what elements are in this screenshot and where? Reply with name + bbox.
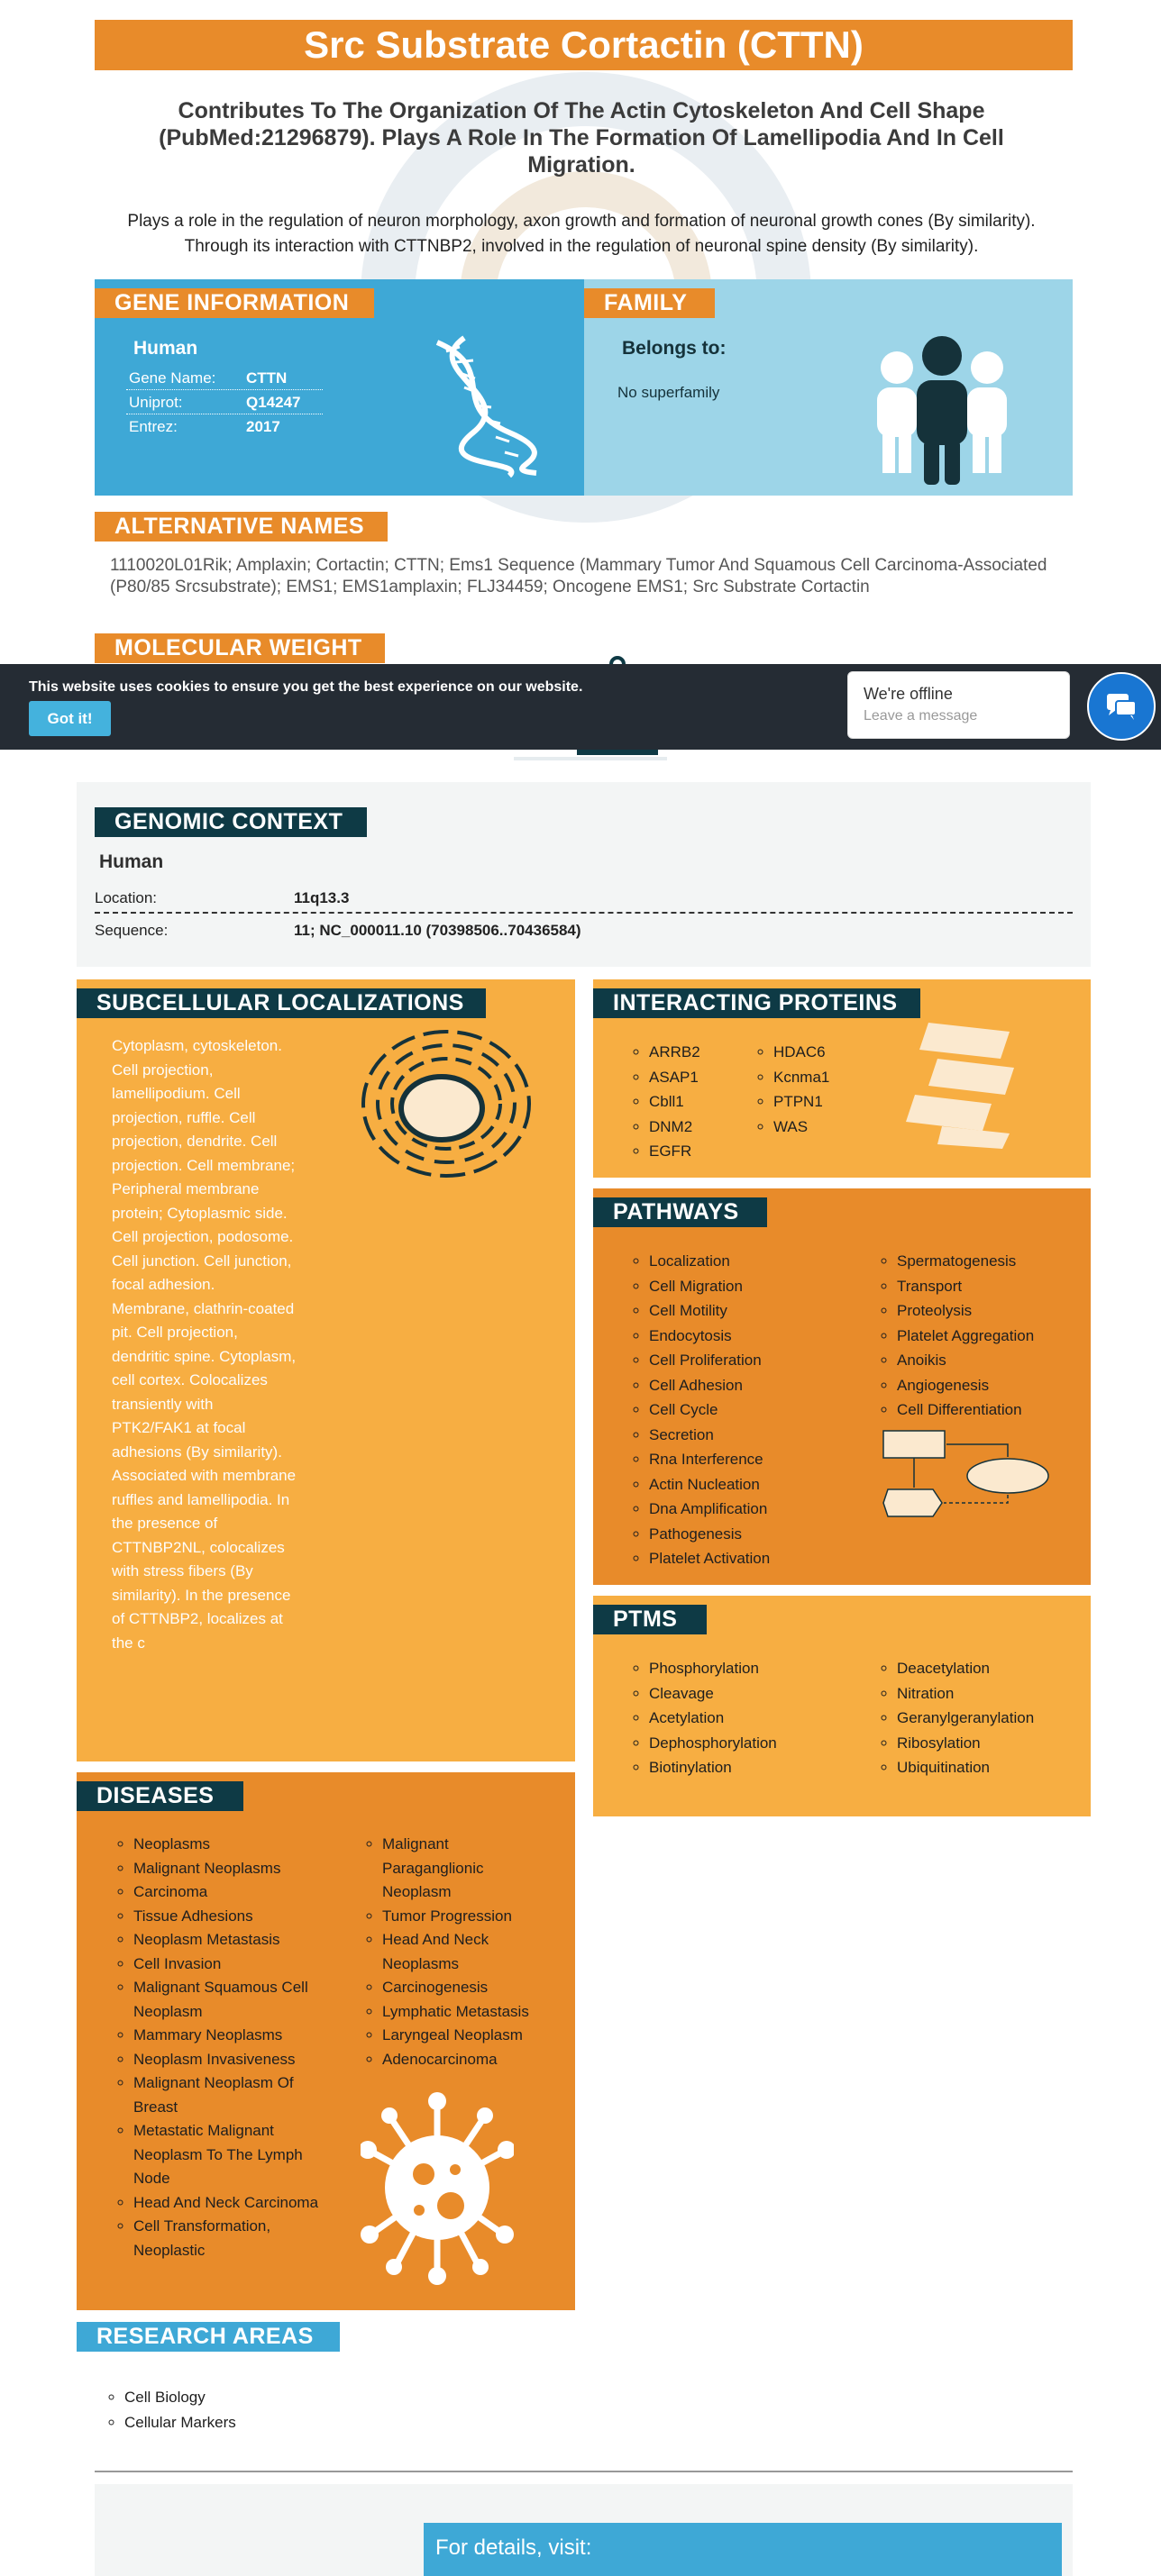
pathway-item: ◦ Cell Motility	[649, 1298, 770, 1324]
ptm-item: ◦ Ribosylation	[897, 1731, 1034, 1756]
pathway-item: ◦ Anoikis	[897, 1348, 1034, 1373]
gene-row-name	[126, 366, 323, 390]
ptm-item: ◦ Cleavage	[649, 1681, 777, 1707]
ptm-item: ◦ Phosphorylation	[649, 1656, 777, 1681]
location-value: 11q13.3	[294, 889, 350, 906]
pathway-item: ◦ Cell Cycle	[649, 1397, 770, 1423]
protein-item: ◦ HDAC6	[773, 1040, 829, 1065]
protein-item: ◦ PTPN1	[773, 1089, 829, 1115]
diseases-heading: DISEASES	[77, 1781, 243, 1811]
disease-item: ◦ Malignant Neoplasms	[133, 1857, 323, 1881]
protein-item: ◦ WAS	[773, 1115, 829, 1140]
disease-item: ◦ Adenocarcinoma	[382, 2048, 544, 2072]
gene-information-heading: GENE INFORMATION	[95, 288, 374, 318]
gene-row-uniprot	[126, 390, 323, 414]
protein-item: ◦ DNM2	[649, 1115, 700, 1140]
sequence-label: Sequence:	[95, 922, 169, 939]
ptm-item: ◦ Nitration	[897, 1681, 1034, 1707]
subcellular-heading: SUBCELLULAR LOCALIZATIONS	[77, 988, 486, 1018]
disease-item: ◦ Head And Neck Carcinoma	[133, 2191, 323, 2216]
entrez-value: 2017	[246, 418, 280, 435]
disease-item: ◦ Carcinogenesis	[382, 1976, 544, 2000]
pathway-item: ◦ Localization	[649, 1249, 770, 1274]
pathways-list-2	[879, 1249, 1034, 1423]
virus-icon	[361, 2089, 514, 2287]
disease-item: ◦ Tissue Adhesions	[133, 1905, 323, 1929]
gene-species: Human	[133, 338, 198, 359]
interacting-proteins-heading: INTERACTING PROTEINS	[593, 988, 920, 1018]
pathway-item: ◦ Proteolysis	[897, 1298, 1034, 1324]
pathway-item: ◦ Rna Interference	[649, 1447, 770, 1472]
uniprot-value: Q14247	[246, 394, 301, 411]
ptm-item: ◦ Deacetylation	[897, 1656, 1034, 1681]
pathway-item: ◦ Cell Adhesion	[649, 1373, 770, 1398]
genomic-species: Human	[99, 851, 164, 872]
disease-item: ◦ Neoplasm Invasiveness	[133, 2048, 323, 2072]
chat-open-button[interactable]	[1087, 672, 1156, 741]
subcellular-text: Cytoplasm, cytoskeleton. Cell projection, lamellipodium. Cell projection, ruffle. Cell projection, dendrite. Cell projection. Cell membrane; Peripheral membrane protein; Cytoplasmic side. Cell projection, podosome. Cell junction. Cell junction, focal adhesion. Membrane, clathrin-coated pit. Cell projection, dendritic spine. Cytoplasm, cell cortex. Colocalizes transiently with PTK2/FAK1 at focal adhesions (By similarity). Associated with membrane ruffles and lamellipodia. In the presence of CTTNBP2NL, colocalizes with stress fibers (By similarity). In the presence of CTTNBP2, localizes at the c	[112, 1037, 297, 1652]
gene-name-label: Gene Name:	[129, 369, 216, 387]
disease-item: ◦ Carcinoma	[133, 1880, 323, 1905]
footer-details-label: For details, visit:	[435, 2535, 592, 2560]
interacting-proteins-list-2	[755, 1040, 829, 1139]
molecular-weight-heading: MOLECULAR WEIGHT	[95, 633, 385, 663]
research-areas-heading: RESEARCH AREAS	[77, 2322, 340, 2352]
family-value: No superfamily	[617, 384, 720, 401]
ptm-item: ◦ Acetylation	[649, 1706, 777, 1731]
genomic-location-row	[95, 883, 1073, 914]
protein-item: ◦ ASAP1	[649, 1065, 700, 1090]
disease-item: ◦ Cell Invasion	[133, 1952, 323, 1977]
genomic-sequence-row	[95, 915, 1073, 946]
family-belongs-label: Belongs to:	[622, 338, 727, 359]
pathway-item: ◦ Cell Migration	[649, 1274, 770, 1299]
disease-item: ◦ Head And Neck Neoplasms	[382, 1928, 544, 1976]
pathway-item: ◦ Endocytosis	[649, 1324, 770, 1349]
protein-ribbon-icon	[901, 1018, 1028, 1153]
chat-offline-title: We're offline	[864, 685, 953, 703]
uniprot-label: Uniprot:	[129, 394, 183, 411]
research-areas-list	[106, 2385, 236, 2435]
ptm-item: ◦ Ubiquitination	[897, 1755, 1034, 1780]
disease-item: ◦ Metastatic Malignant Neoplasm To The Lymph Node	[133, 2119, 323, 2191]
pathway-item: ◦ Cell Differentiation	[897, 1397, 1034, 1423]
diseases-list-2	[364, 1833, 544, 2071]
disease-item: ◦ Cell Transformation, Neoplastic	[133, 2215, 323, 2262]
chat-offline-card[interactable]	[847, 671, 1070, 739]
protein-item: ◦ EGFR	[649, 1139, 700, 1164]
location-label: Location:	[95, 889, 157, 906]
pathway-item: ◦ Platelet Aggregation	[897, 1324, 1034, 1349]
entrez-label: Entrez:	[129, 418, 178, 435]
pathway-item: ◦ Spermatogenesis	[897, 1249, 1034, 1274]
cookie-banner-text: This website uses cookies to ensure you get the best experience on our website.	[29, 679, 583, 695]
sequence-value: 11; NC_000011.10 (70398506..70436584)	[294, 922, 581, 939]
disease-item: ◦ Malignant Neoplasm Of Breast	[133, 2071, 323, 2119]
people-icon	[870, 333, 1014, 487]
pathway-item: ◦ Platelet Activation	[649, 1546, 770, 1571]
chat-bubble-icon	[1089, 674, 1154, 739]
family-heading: FAMILY	[584, 288, 715, 318]
gene-info-table	[126, 366, 323, 439]
pathway-item: ◦ Angiogenesis	[897, 1373, 1034, 1398]
pathways-heading: PATHWAYS	[593, 1197, 767, 1227]
pathway-flow-icon	[879, 1426, 1059, 1525]
ptms-heading: PTMS	[593, 1605, 707, 1634]
intro-text: Plays a role in the regulation of neuron morphology, axon growth and formation of neuronal growth cones (By similarity). Through its interaction with CTTNBP2, involved in the regulation of neuronal spine density (By similarity).	[127, 212, 1036, 256]
cell-organelle-icon	[356, 1018, 545, 1189]
ptm-item: ◦ Geranylgeranylation	[897, 1706, 1034, 1731]
disease-item: ◦ Laryngeal Neoplasm	[382, 2024, 544, 2048]
pathway-item: ◦ Transport	[897, 1274, 1034, 1299]
chat-leave-message[interactable]: Leave a message	[864, 708, 978, 724]
page-title: Src Substrate Cortactin (CTTN)	[95, 20, 1073, 70]
pathway-item: ◦ Cell Proliferation	[649, 1348, 770, 1373]
protein-item: ◦ Kcnma1	[773, 1065, 829, 1090]
disease-item: ◦ Tumor Progression	[382, 1905, 544, 1929]
footer-divider	[95, 2471, 1073, 2472]
page-subtitle: Contributes To The Organization Of The Actin Cytoskeleton And Cell Shape (PubMed:21296879). Plays A Role In The Formation Of Lamellipodia And In Cell Migration.	[159, 98, 1004, 177]
interacting-proteins-list-1	[631, 1040, 700, 1164]
dna-icon	[419, 333, 554, 478]
genomic-context-heading: GENOMIC CONTEXT	[95, 807, 367, 837]
cookie-accept-button[interactable]: Got it!	[29, 701, 111, 736]
pathway-item: ◦ Dna Amplification	[649, 1497, 770, 1522]
protein-item: ◦ Cbll1	[649, 1089, 700, 1115]
pathways-list-1	[631, 1249, 770, 1571]
disease-item: ◦ Neoplasm Metastasis	[133, 1928, 323, 1952]
ptm-item: ◦ Biotinylation	[649, 1755, 777, 1780]
gene-name-value: CTTN	[246, 369, 288, 387]
protein-item: ◦ ARRB2	[649, 1040, 700, 1065]
pathway-item: ◦ Secretion	[649, 1423, 770, 1448]
ptms-list-2	[879, 1656, 1034, 1780]
alternative-names-heading: ALTERNATIVE NAMES	[95, 512, 388, 542]
pathway-item: ◦ Pathogenesis	[649, 1522, 770, 1547]
pathway-item: ◦ Actin Nucleation	[649, 1472, 770, 1497]
disease-item: ◦ Neoplasms	[133, 1833, 323, 1857]
disease-item: ◦ Malignant Paraganglionic Neoplasm	[382, 1833, 544, 1905]
gene-row-entrez	[126, 414, 323, 439]
diseases-list-1	[115, 1833, 323, 2262]
disease-item: ◦ Mammary Neoplasms	[133, 2024, 323, 2048]
ptm-item: ◦ Dephosphorylation	[649, 1731, 777, 1756]
research-area-item: ◦ Cell Biology	[124, 2385, 236, 2410]
ptms-list-1	[631, 1656, 777, 1780]
disease-item: ◦ Lymphatic Metastasis	[382, 2000, 544, 2025]
research-area-item: ◦ Cellular Markers	[124, 2410, 236, 2435]
alternative-names-text: 1110020L01Rik; Amplaxin; Cortactin; CTTN; Ems1 Sequence (Mammary Tumor And Squamous Cell Carcinoma-Associated (P80/85 Srcsubstrate); EMS1; EMS1amplaxin; FLJ34459; Oncogene EMS1; Src Substrate Cortactin	[110, 556, 1047, 596]
disease-item: ◦ Malignant Squamous Cell Neoplasm	[133, 1976, 323, 2024]
